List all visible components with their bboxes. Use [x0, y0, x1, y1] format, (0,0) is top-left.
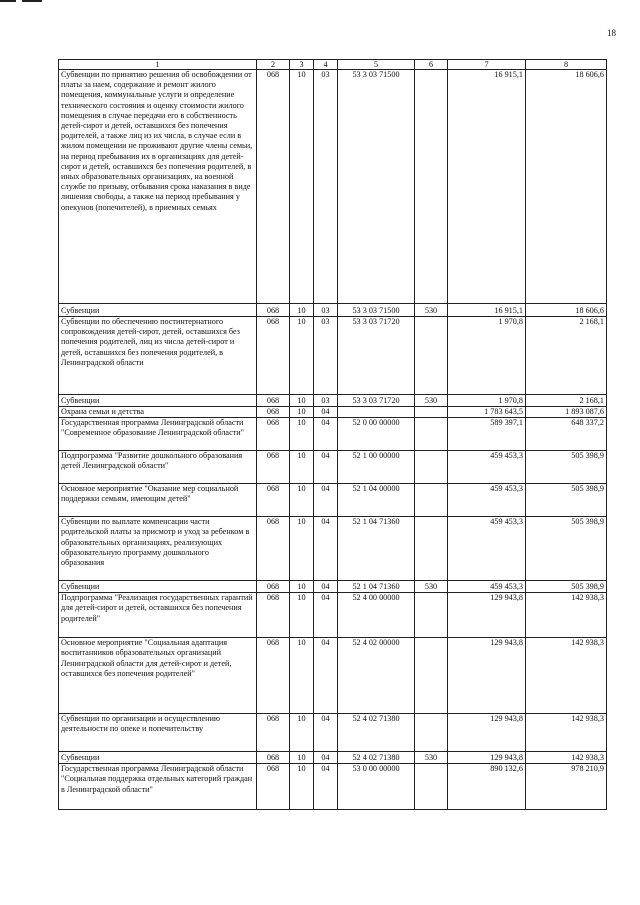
amount-year1-cell: 1 970,8	[448, 317, 526, 395]
row-name: Основное мероприятие "Оказание мер социальной поддержки семьям, имеющим детей"	[59, 484, 257, 517]
table-row	[59, 517, 607, 581]
target-article-cell: 52 1 04 71360	[338, 517, 415, 581]
subsection-cell: 03	[314, 304, 338, 317]
admin-code-cell: 068	[257, 764, 290, 810]
section-cell: 10	[290, 593, 314, 638]
scan-edge-mark	[0, 0, 16, 2]
scan-edge-mark	[22, 0, 42, 2]
amount-year2-cell: 505 398,9	[526, 517, 607, 581]
row-name: Подпрограмма "Реализация государственных гарантий для детей-сирот и детей, оставшихся без попечения родителей"	[59, 593, 257, 638]
subsection-cell: 03	[314, 70, 338, 304]
column-header: 1	[59, 60, 257, 70]
target-article-cell	[338, 407, 415, 418]
amount-year1-cell: 459 453,3	[448, 581, 526, 593]
table-row	[59, 395, 607, 407]
table-row	[59, 638, 607, 714]
section-cell: 10	[290, 764, 314, 810]
amount-year2-cell: 505 398,9	[526, 581, 607, 593]
target-article-cell: 52 1 04 00000	[338, 484, 415, 517]
admin-code-cell: 068	[257, 638, 290, 714]
table-row	[59, 484, 607, 517]
target-article-cell: 52 0 00 00000	[338, 418, 415, 451]
amount-year2-cell: 18 606,6	[526, 70, 607, 304]
admin-code-cell: 068	[257, 70, 290, 304]
amount-year2-cell: 18 606,6	[526, 304, 607, 317]
section-cell: 10	[290, 581, 314, 593]
section-cell: 10	[290, 407, 314, 418]
table-row	[59, 764, 607, 810]
target-article-cell: 52 1 04 71360	[338, 581, 415, 593]
target-article-cell: 52 4 02 71380	[338, 752, 415, 764]
subsection-cell: 04	[314, 752, 338, 764]
target-article-cell: 52 1 00 00000	[338, 451, 415, 484]
amount-year1-cell: 589 397,1	[448, 418, 526, 451]
amount-year1-cell: 129 943,8	[448, 638, 526, 714]
amount-year2-cell: 142 938,3	[526, 638, 607, 714]
subsection-cell: 03	[314, 395, 338, 407]
amount-year1-cell: 16 915,1	[448, 70, 526, 304]
section-cell: 10	[290, 752, 314, 764]
amount-year1-cell: 459 453,3	[448, 517, 526, 581]
section-cell: 10	[290, 714, 314, 752]
table-row	[59, 317, 607, 395]
admin-code-cell: 068	[257, 407, 290, 418]
amount-year2-cell: 505 398,9	[526, 451, 607, 484]
subsection-cell: 04	[314, 764, 338, 810]
target-article-cell: 52 4 02 00000	[338, 638, 415, 714]
row-name: Государственная программа Ленинградской области "Современное образование Ленинградской области"	[59, 418, 257, 451]
target-article-cell: 52 4 00 00000	[338, 593, 415, 638]
section-cell: 10	[290, 484, 314, 517]
amount-year1-cell: 459 453,3	[448, 484, 526, 517]
expense-type-cell	[415, 418, 448, 451]
expense-type-cell	[415, 317, 448, 395]
expense-type-cell	[415, 714, 448, 752]
subsection-cell: 04	[314, 581, 338, 593]
table-row	[59, 407, 607, 418]
table-row	[59, 451, 607, 484]
amount-year2-cell: 2 168,1	[526, 395, 607, 407]
column-header: 6	[415, 60, 448, 70]
expense-type-cell	[415, 451, 448, 484]
expense-type-cell	[415, 517, 448, 581]
row-name: Субвенции	[59, 395, 257, 407]
amount-year1-cell: 129 943,8	[448, 752, 526, 764]
column-header: 8	[526, 60, 607, 70]
admin-code-cell: 068	[257, 593, 290, 638]
row-name: Подпрограмма "Развитие дошкольного образования детей Ленинградской области"	[59, 451, 257, 484]
table-row	[59, 581, 607, 593]
admin-code-cell: 068	[257, 418, 290, 451]
section-cell: 10	[290, 304, 314, 317]
subsection-cell: 04	[314, 407, 338, 418]
subsection-cell: 04	[314, 517, 338, 581]
row-name: Охрана семьи и детства	[59, 407, 257, 418]
target-article-cell: 52 4 02 71380	[338, 714, 415, 752]
expense-type-cell	[415, 638, 448, 714]
target-article-cell: 53 3 03 71720	[338, 317, 415, 395]
amount-year1-cell: 890 132,6	[448, 764, 526, 810]
admin-code-cell: 068	[257, 484, 290, 517]
admin-code-cell: 068	[257, 752, 290, 764]
amount-year2-cell: 142 938,3	[526, 714, 607, 752]
row-name: Субвенции по выплате компенсации части родительской платы за присмотр и уход за ребенком в образовательных организациях, реализующих образовательную программу дошкольного образования	[59, 517, 257, 581]
amount-year2-cell: 142 938,3	[526, 752, 607, 764]
amount-year1-cell: 1 783 643,5	[448, 407, 526, 418]
amount-year2-cell: 505 398,9	[526, 484, 607, 517]
table-row	[59, 752, 607, 764]
subsection-cell: 04	[314, 418, 338, 451]
row-name: Субвенции по обеспечению постинтернатного сопровождения детей-сирот, детей, оставшихся без попечения родителей, лиц из числа детей-сирот и детей, оставшихся без попечения родителей, в Ленинградской области	[59, 317, 257, 395]
subsection-cell: 04	[314, 714, 338, 752]
amount-year2-cell: 1 893 087,6	[526, 407, 607, 418]
amount-year1-cell: 459 453,3	[448, 451, 526, 484]
admin-code-cell: 068	[257, 317, 290, 395]
amount-year2-cell: 978 210,9	[526, 764, 607, 810]
section-cell: 10	[290, 317, 314, 395]
table-row	[59, 714, 607, 752]
admin-code-cell: 068	[257, 451, 290, 484]
column-header: 7	[448, 60, 526, 70]
amount-year2-cell: 2 168,1	[526, 317, 607, 395]
admin-code-cell: 068	[257, 714, 290, 752]
expense-type-cell	[415, 593, 448, 638]
target-article-cell: 53 3 03 71720	[338, 395, 415, 407]
column-header: 4	[314, 60, 338, 70]
table-row	[59, 593, 607, 638]
section-cell: 10	[290, 638, 314, 714]
admin-code-cell: 068	[257, 395, 290, 407]
expense-type-cell	[415, 764, 448, 810]
row-name: Основное мероприятие "Социальная адаптация воспитанников образовательных организаций Ленинградской области для детей-сирот и детей, оставшихся без попечения родителей"	[59, 638, 257, 714]
expense-type-cell	[415, 70, 448, 304]
row-name: Субвенции	[59, 304, 257, 317]
section-cell: 10	[290, 451, 314, 484]
row-name: Субвенции	[59, 752, 257, 764]
target-article-cell: 53 0 00 00000	[338, 764, 415, 810]
admin-code-cell: 068	[257, 304, 290, 317]
expense-type-cell	[415, 484, 448, 517]
subsection-cell: 04	[314, 484, 338, 517]
admin-code-cell: 068	[257, 517, 290, 581]
subsection-cell: 04	[314, 638, 338, 714]
section-cell: 10	[290, 517, 314, 581]
amount-year1-cell: 16 915,1	[448, 304, 526, 317]
subsection-cell: 03	[314, 317, 338, 395]
budget-table	[58, 59, 607, 810]
target-article-cell: 53 3 03 71500	[338, 304, 415, 317]
row-name: Субвенции по принятию решения об освобождении от платы за наем, содержание и ремонт жилого помещения, коммунальные услуги и определение технического состояния и оценку стоимости жилого помещения в случае передачи его в собственность детей-сирот и детей, оставшихся без попечения родителей, а также лиц из их числа, в случае если в жилом помещении не проживают другие члены семьи, на период пребывания их в организациях для детей-сирот и детей, оставшихся без попечения родителей, в иных образовательных организациях, на военной службе по призыву, отбывания срока наказания в виде лишения свободы, а также на период пребывания у опекунов (попечителей), в приемных семьях	[59, 70, 257, 304]
page-number: 18	[607, 28, 616, 38]
table-row	[59, 70, 607, 304]
section-cell: 10	[290, 395, 314, 407]
table-header-row	[59, 60, 607, 70]
section-cell: 10	[290, 418, 314, 451]
target-article-cell: 53 3 03 71500	[338, 70, 415, 304]
amount-year1-cell: 1 970,8	[448, 395, 526, 407]
subsection-cell: 04	[314, 593, 338, 638]
section-cell: 10	[290, 70, 314, 304]
expense-type-cell: 530	[415, 395, 448, 407]
amount-year1-cell: 129 943,8	[448, 714, 526, 752]
table-row	[59, 304, 607, 317]
expense-type-cell: 530	[415, 304, 448, 317]
column-header: 2	[257, 60, 290, 70]
expense-type-cell: 530	[415, 581, 448, 593]
table-row	[59, 418, 607, 451]
column-header: 5	[338, 60, 415, 70]
column-header: 3	[290, 60, 314, 70]
amount-year2-cell: 142 938,3	[526, 593, 607, 638]
subsection-cell: 04	[314, 451, 338, 484]
expense-type-cell: 530	[415, 752, 448, 764]
expense-type-cell	[415, 407, 448, 418]
amount-year2-cell: 648 337,2	[526, 418, 607, 451]
row-name: Субвенции	[59, 581, 257, 593]
amount-year1-cell: 129 943,8	[448, 593, 526, 638]
row-name: Государственная программа Ленинградской области "Социальная поддержка отдельных категорий граждан в Ленинградской области"	[59, 764, 257, 810]
row-name: Субвенции по организации и осуществлению деятельности по опеке и попечительству	[59, 714, 257, 752]
admin-code-cell: 068	[257, 581, 290, 593]
